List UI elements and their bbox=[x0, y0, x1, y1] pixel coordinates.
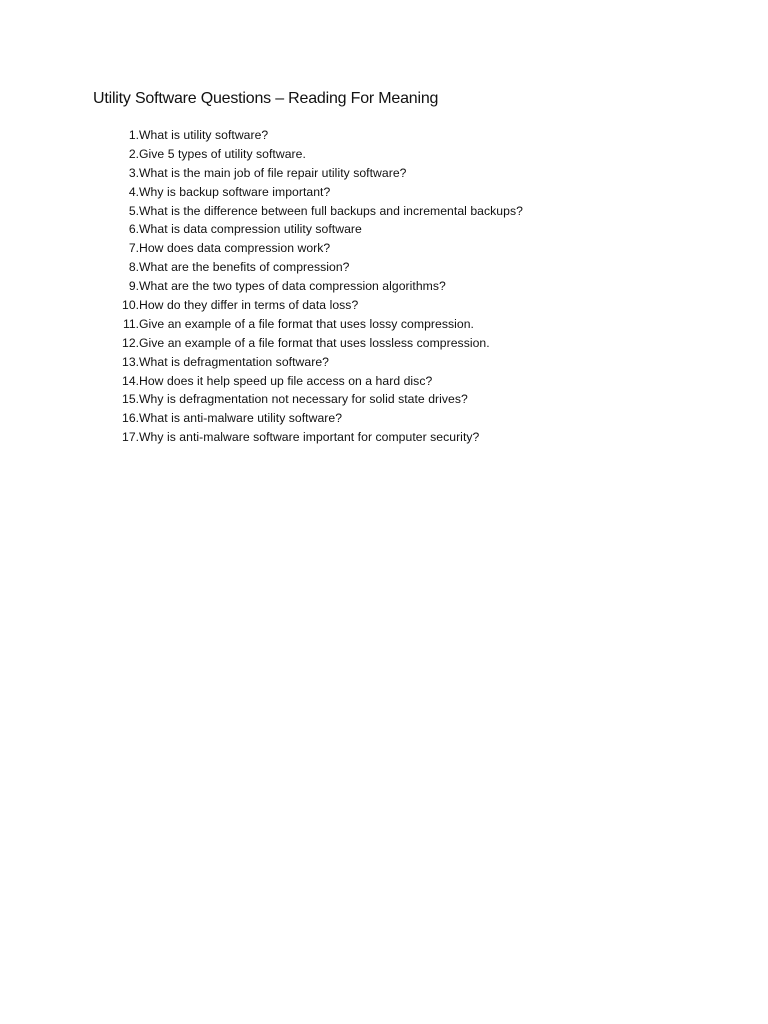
question-text: What is defragmentation software? bbox=[139, 354, 329, 369]
question-item bbox=[110, 164, 523, 183]
question-item bbox=[110, 409, 523, 428]
question-item bbox=[110, 239, 523, 258]
question-number: 8. bbox=[128, 260, 139, 275]
document-title: Utility Software Questions – Reading For Meaning bbox=[93, 90, 439, 107]
question-number: 2. bbox=[128, 146, 139, 161]
question-item bbox=[110, 126, 523, 145]
question-item bbox=[110, 258, 523, 277]
question-text: What are the two types of data compression algorithms? bbox=[139, 279, 446, 294]
question-text: How does it help speed up file access on a hard disc? bbox=[139, 373, 433, 388]
question-item bbox=[110, 372, 523, 391]
question-number: 4. bbox=[128, 184, 139, 199]
question-number: 12. bbox=[122, 335, 139, 350]
question-item bbox=[110, 353, 523, 372]
question-number: 10. bbox=[122, 298, 139, 313]
question-text: Why is defragmentation not necessary for solid state drives? bbox=[139, 392, 468, 407]
question-item bbox=[110, 277, 523, 296]
question-item bbox=[110, 296, 523, 315]
question-number: 17. bbox=[122, 430, 139, 445]
question-item bbox=[110, 334, 523, 353]
question-number: 3. bbox=[128, 165, 139, 180]
question-list bbox=[110, 126, 523, 447]
question-text: What is utility software? bbox=[139, 128, 269, 142]
question-number: 5. bbox=[128, 203, 139, 218]
question-item bbox=[110, 390, 523, 409]
question-item bbox=[110, 183, 523, 202]
question-text: What is the main job of file repair utility software? bbox=[139, 165, 407, 180]
question-text: What is data compression utility software bbox=[139, 222, 362, 237]
question-number: 14. bbox=[122, 373, 139, 388]
question-text: What are the benefits of compression? bbox=[139, 260, 350, 275]
question-text: Why is anti-malware software important for computer security? bbox=[139, 430, 480, 445]
question-item bbox=[110, 202, 523, 221]
question-text: What is the difference between full backups and incremental backups? bbox=[139, 203, 523, 218]
question-number: 13. bbox=[122, 354, 139, 369]
question-item bbox=[110, 428, 523, 447]
question-item bbox=[110, 220, 523, 239]
question-item bbox=[110, 315, 523, 334]
question-number: 6. bbox=[128, 222, 139, 237]
question-text: Why is backup software important? bbox=[139, 184, 331, 199]
question-number: 15. bbox=[122, 392, 139, 407]
question-number: 16. bbox=[122, 411, 139, 426]
question-text: How does data compression work? bbox=[139, 241, 331, 256]
question-number: 11. bbox=[122, 316, 139, 331]
question-text: How do they differ in terms of data loss? bbox=[139, 298, 359, 313]
question-text: Give 5 types of utility software. bbox=[139, 146, 306, 161]
question-number: 7. bbox=[128, 241, 139, 256]
question-text: Give an example of a file format that uses lossy compression. bbox=[139, 316, 474, 331]
question-number: 9. bbox=[128, 279, 139, 294]
question-number: 1. bbox=[128, 128, 139, 142]
question-text: What is anti-malware utility software? bbox=[139, 411, 343, 426]
question-text: Give an example of a file format that uses lossless compression. bbox=[139, 335, 490, 350]
question-item bbox=[110, 145, 523, 164]
